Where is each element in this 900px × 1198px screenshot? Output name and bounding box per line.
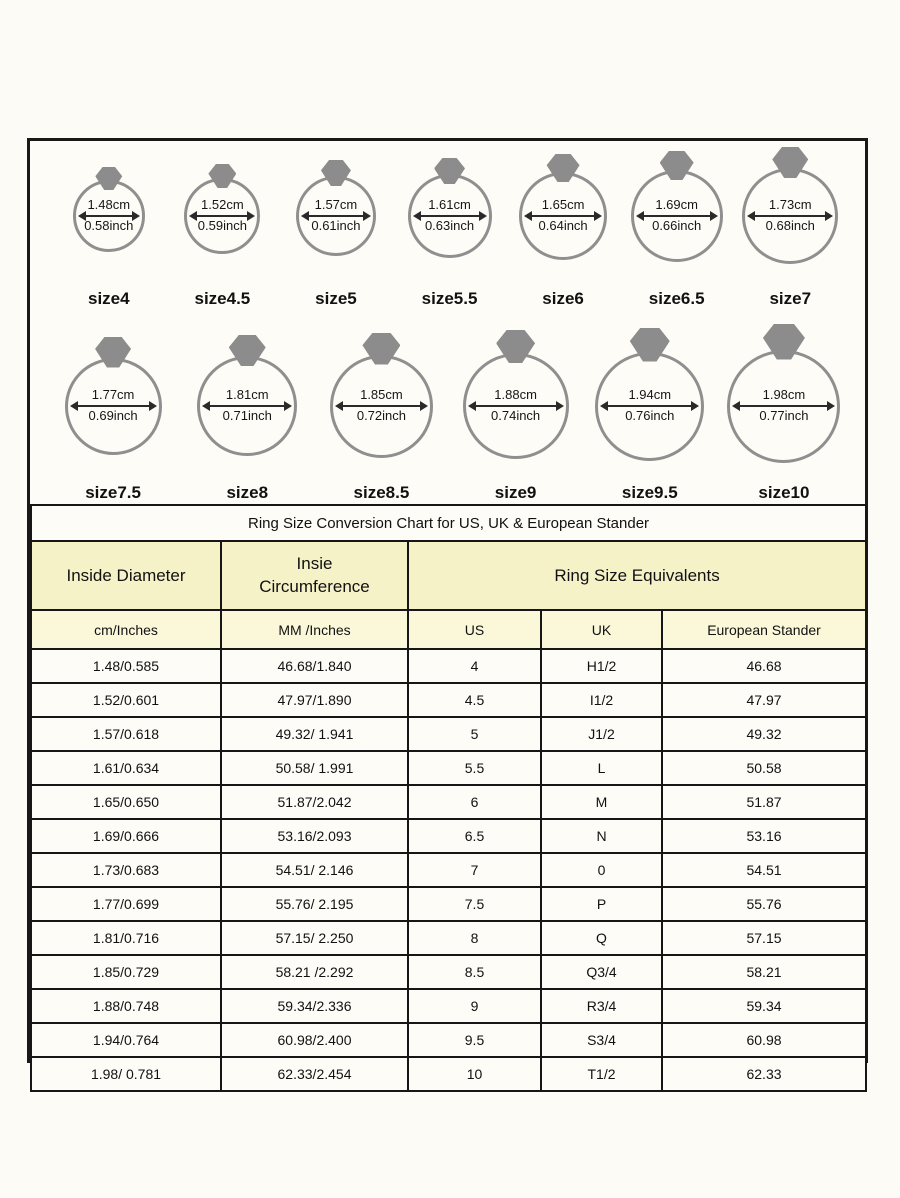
table-cell: 58.21 /2.292: [221, 955, 408, 989]
gem-icon: [95, 337, 131, 368]
table-cell: M: [541, 785, 662, 819]
table-cell: P: [541, 887, 662, 921]
table-cell: 9: [408, 989, 541, 1023]
diameter-inch-label: 0.64inch: [538, 218, 588, 233]
diameter-inch-label: 0.66inch: [652, 218, 702, 233]
diameter-arrow-icon: [80, 215, 138, 217]
ring-band-icon: [184, 178, 260, 254]
table-cell: 53.16: [662, 819, 866, 853]
table-cell: 1.88/0.748: [31, 989, 221, 1023]
ring-band-icon: [197, 356, 297, 456]
ring-band-icon: [595, 352, 704, 461]
ring-band-icon: [463, 353, 569, 459]
subheader-mm-inches: MM /Inches: [221, 610, 408, 649]
ring-size-name: size9: [494, 483, 537, 502]
ring-band-icon: [330, 355, 433, 458]
table-cell: 5: [408, 717, 541, 751]
diameter-arrow-icon: [526, 215, 600, 217]
conversion-table-body: [31, 649, 866, 1091]
diameter-inch-label: 0.71inch: [222, 408, 272, 423]
ring-graphic: [620, 149, 734, 283]
table-title: Ring Size Conversion Chart for US, UK & European Stander: [31, 505, 866, 541]
ring-size-name: size6: [542, 289, 584, 308]
gem-icon: [434, 158, 465, 184]
table-cell: 7.5: [408, 887, 541, 921]
diameter-arrow-icon: [470, 405, 562, 407]
ring-size-name: size4.5: [194, 289, 251, 308]
diameter-inch-label: 0.61inch: [311, 218, 361, 233]
ring-size-name: size8.5: [353, 483, 410, 502]
table-cell: 47.97/1.890: [221, 683, 408, 717]
table-cell: S3/4: [541, 1023, 662, 1057]
table-cell: 46.68/1.840: [221, 649, 408, 683]
table-cell: I1/2: [541, 683, 662, 717]
ring-item-8: [180, 331, 314, 503]
diameter-inch-label: 0.77inch: [759, 408, 809, 423]
table-cell: 47.97: [662, 683, 866, 717]
gem-icon: [763, 324, 805, 360]
table-row: [31, 751, 866, 785]
diameter-arrow-icon: [638, 215, 716, 217]
ring-size-name: size7: [769, 289, 812, 308]
table-cell: 51.87/2.042: [221, 785, 408, 819]
diameter-arrow-icon: [602, 405, 697, 407]
header-inside-diameter: Inside Diameter: [31, 541, 221, 610]
table-cell: 59.34: [662, 989, 866, 1023]
diameter-arrow-icon: [337, 405, 426, 407]
ring-item-10: [717, 331, 851, 503]
ring-item-5: [279, 149, 393, 309]
table-cell: T1/2: [541, 1057, 662, 1091]
table-cell: 50.58/ 1.991: [221, 751, 408, 785]
gem-icon: [630, 328, 670, 362]
table-row: [31, 887, 866, 921]
table-cell: 1.77/0.699: [31, 887, 221, 921]
ring-size-name: size9.5: [621, 483, 678, 502]
table-cell: R3/4: [541, 989, 662, 1023]
table-row: [31, 1023, 866, 1057]
diameter-cm-label: 1.52cm: [201, 197, 244, 213]
header-inside-circumference: [221, 541, 408, 610]
diameter-inch-label: 0.63inch: [424, 218, 475, 233]
table-cell: 1.65/0.650: [31, 785, 221, 819]
table-cell: 8.5: [408, 955, 541, 989]
table-cell: 4.5: [408, 683, 541, 717]
ring-band-icon: [631, 170, 723, 262]
gem-icon: [95, 167, 122, 190]
diameter-cm-label: 1.57cm: [314, 197, 358, 213]
subheader-uk: UK: [541, 610, 662, 649]
table-row: [31, 683, 866, 717]
gem-icon: [362, 333, 400, 365]
ring-item-9.5: [583, 331, 717, 503]
table-row: [31, 1057, 866, 1091]
rings-row1: [30, 141, 865, 309]
ring-size-name: size10: [758, 483, 810, 502]
diameter-inch-label: 0.58inch: [84, 218, 134, 233]
diameter-cm-label: 1.73cm: [768, 197, 812, 213]
table-cell: 6: [408, 785, 541, 819]
table-row: [31, 785, 866, 819]
diameter-inch-label: 0.76inch: [625, 408, 675, 423]
table-subheader-row: [31, 610, 866, 649]
ring-graphic: [314, 331, 448, 481]
table-cell: 62.33: [662, 1057, 866, 1091]
ring-band-icon: [296, 176, 376, 256]
diameter-cm-label: 1.48cm: [87, 197, 131, 213]
table-cell: 1.73/0.683: [31, 853, 221, 887]
subheader-us: US: [408, 610, 541, 649]
ring-band-icon: [408, 174, 492, 258]
gem-icon: [229, 335, 266, 366]
ring-band-icon: [519, 172, 607, 260]
diameter-arrow-icon: [415, 215, 485, 217]
ring-graphic: [180, 331, 314, 481]
table-cell: 6.5: [408, 819, 541, 853]
table-cell: 55.76: [662, 887, 866, 921]
table-cell: L: [541, 751, 662, 785]
table-cell: 57.15: [662, 921, 866, 955]
ring-size-name: size5: [315, 289, 357, 308]
table-cell: 60.98: [662, 1023, 866, 1057]
table-cell: 58.21: [662, 955, 866, 989]
table-cell: 8: [408, 921, 541, 955]
diameter-arrow-icon: [72, 405, 155, 407]
table-cell: 1.94/0.764: [31, 1023, 221, 1057]
table-cell: 59.34/2.336: [221, 989, 408, 1023]
table-row: [31, 649, 866, 683]
ring-graphic: [46, 331, 180, 481]
table-cell: 1.69/0.666: [31, 819, 221, 853]
table-cell: 4: [408, 649, 541, 683]
ring-item-8.5: [314, 331, 448, 503]
ring-size-name: size4: [87, 289, 130, 308]
diameter-arrow-icon: [734, 405, 833, 407]
table-cell: 53.16/2.093: [221, 819, 408, 853]
table-cell: 49.32/ 1.941: [221, 717, 408, 751]
diameter-arrow-icon: [303, 215, 369, 217]
ring-graphic: [449, 331, 583, 481]
ring-size-name: size6.5: [648, 289, 705, 308]
ring-band-icon: [727, 350, 840, 463]
gem-icon: [321, 160, 351, 186]
diameter-cm-label: 1.65cm: [541, 197, 585, 213]
table-row: [31, 853, 866, 887]
table-cell: 54.51/ 2.146: [221, 853, 408, 887]
table-cell: Q3/4: [541, 955, 662, 989]
gem-icon: [496, 330, 535, 363]
ring-diagrams-section: [30, 141, 865, 504]
table-cell: 1.81/0.716: [31, 921, 221, 955]
diameter-inch-label: 0.59inch: [197, 218, 247, 233]
table-cell: 1.48/0.585: [31, 649, 221, 683]
gem-icon: [208, 164, 236, 188]
table-cell: 57.15/ 2.250: [221, 921, 408, 955]
ring-band-icon: [65, 358, 162, 455]
table-row: [31, 819, 866, 853]
table-cell: 1.98/ 0.781: [31, 1057, 221, 1091]
diameter-arrow-icon: [749, 215, 831, 217]
ring-item-4.5: [166, 149, 280, 309]
ring-size-name: size7.5: [85, 483, 141, 502]
table-title-row: [31, 505, 866, 541]
chart-outer-box: [27, 138, 868, 1082]
ring-size-name: size5.5: [421, 289, 478, 308]
table-cell: 7: [408, 853, 541, 887]
diameter-cm-label: 1.94cm: [628, 387, 672, 403]
diameter-cm-label: 1.77cm: [91, 387, 135, 403]
table-row: [31, 921, 866, 955]
ring-size-name: size8: [226, 483, 269, 502]
table-cell: 55.76/ 2.195: [221, 887, 408, 921]
ring-graphic: [717, 331, 851, 481]
ring-graphic: [583, 331, 717, 481]
table-row: [31, 717, 866, 751]
ring-graphic: [52, 149, 166, 283]
table-row: [31, 989, 866, 1023]
table-cell: 50.58: [662, 751, 866, 785]
ring-item-6: [506, 149, 620, 309]
ring-graphic: [166, 149, 280, 283]
gem-icon: [547, 154, 580, 182]
ring-graphic: [506, 149, 620, 283]
table-cell: 46.68: [662, 649, 866, 683]
table-cell: N: [541, 819, 662, 853]
ring-item-7: [733, 149, 847, 309]
table-cell: 9.5: [408, 1023, 541, 1057]
diameter-inch-label: 0.69inch: [88, 408, 138, 423]
ring-graphic: [279, 149, 393, 283]
table-row: [31, 955, 866, 989]
table-cell: 0: [541, 853, 662, 887]
ring-band-icon: [742, 168, 838, 264]
table-cell: 54.51: [662, 853, 866, 887]
ring-item-9: [449, 331, 583, 503]
table-cell: 10: [408, 1057, 541, 1091]
table-cell: Q: [541, 921, 662, 955]
table-cell: 1.57/0.618: [31, 717, 221, 751]
diameter-inch-label: 0.68inch: [765, 218, 815, 233]
table-cell: 1.61/0.634: [31, 751, 221, 785]
diameter-cm-label: 1.69cm: [655, 197, 698, 213]
ring-band-icon: [73, 180, 145, 252]
ring-graphic: [733, 149, 847, 283]
diameter-cm-label: 1.85cm: [360, 387, 403, 403]
diameter-cm-label: 1.61cm: [428, 197, 471, 213]
subheader-european-stander: European Stander: [662, 610, 866, 649]
table-cell: H1/2: [541, 649, 662, 683]
table-cell: 62.33/2.454: [221, 1057, 408, 1091]
table-cell: 5.5: [408, 751, 541, 785]
subheader-cm-inches: cm/Inches: [31, 610, 221, 649]
diameter-cm-label: 1.88cm: [494, 387, 537, 403]
ring-graphic: [393, 149, 507, 283]
table-cell: J1/2: [541, 717, 662, 751]
conversion-table: [30, 504, 867, 1092]
gem-icon: [660, 151, 694, 180]
ring-item-6.5: [620, 149, 734, 309]
diameter-inch-label: 0.72inch: [356, 408, 406, 423]
table-cell: 49.32: [662, 717, 866, 751]
table-header-row: [31, 541, 866, 610]
table-cell: 60.98/2.400: [221, 1023, 408, 1057]
header-inside-circumference-text: Insie Circumference: [259, 553, 370, 596]
table-cell: 1.52/0.601: [31, 683, 221, 717]
ring-item-5.5: [393, 149, 507, 309]
diameter-cm-label: 1.81cm: [225, 387, 269, 403]
diameter-cm-label: 1.98cm: [762, 387, 806, 403]
table-cell: 51.87: [662, 785, 866, 819]
table-cell: 1.85/0.729: [31, 955, 221, 989]
ring-item-7.5: [46, 331, 180, 503]
gem-icon: [772, 147, 808, 178]
diameter-arrow-icon: [191, 215, 253, 217]
diameter-arrow-icon: [204, 405, 290, 407]
rings-row2: [30, 309, 865, 503]
ring-item-4: [52, 149, 166, 309]
header-ring-size-equivalents: Ring Size Equivalents: [408, 541, 866, 610]
diameter-inch-label: 0.74inch: [491, 408, 541, 423]
